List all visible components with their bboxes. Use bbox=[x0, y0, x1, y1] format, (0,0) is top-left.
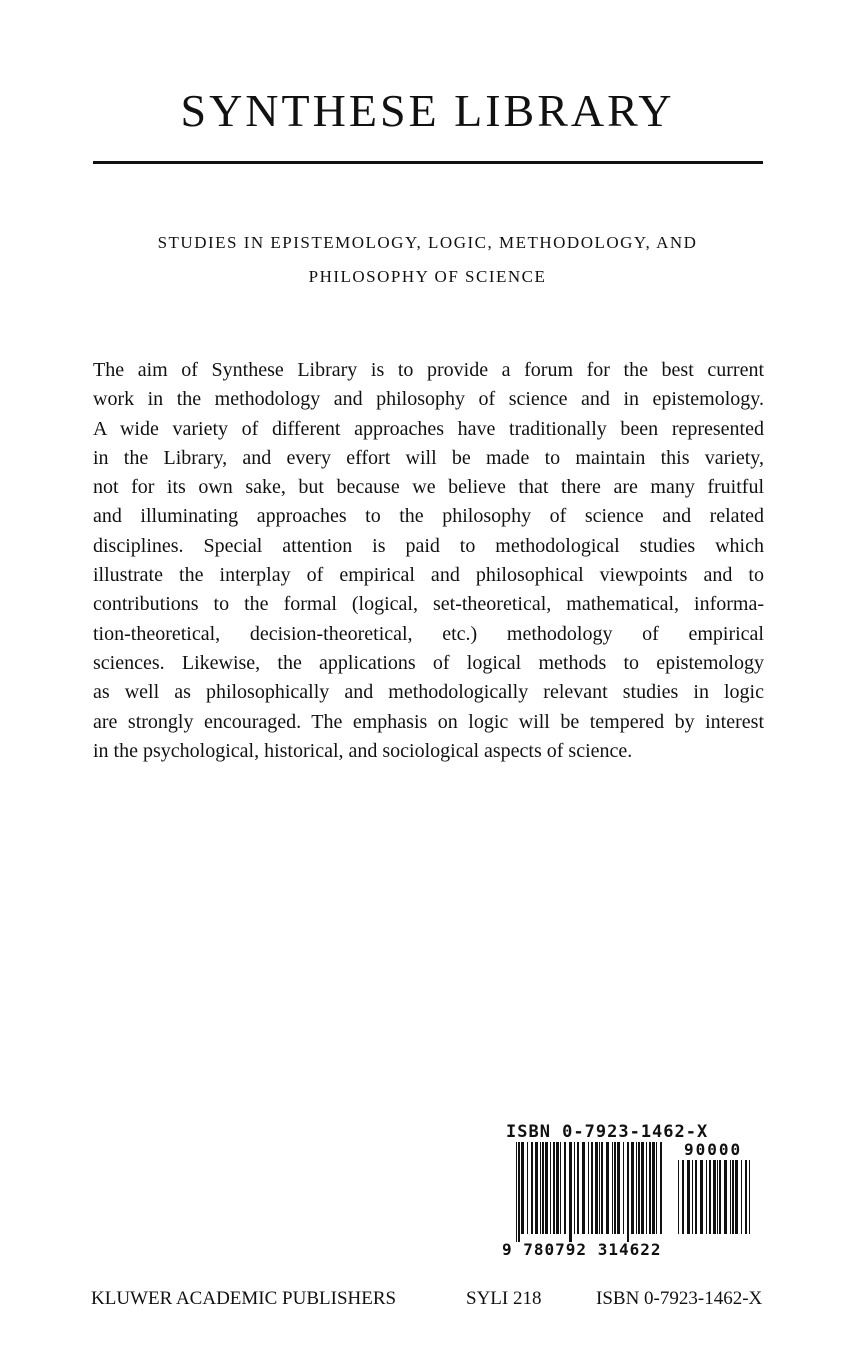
barcode-bar bbox=[656, 1142, 657, 1234]
aim-line: contributions to the formal (logical, set-theoretical, mathematical, informa- bbox=[93, 593, 764, 616]
barcode-bar bbox=[713, 1160, 716, 1234]
subtitle-line-1: STUDIES IN EPISTEMOLOGY, LOGIC, METHODOLOGY, AND bbox=[157, 233, 698, 252]
barcode-bar bbox=[516, 1142, 517, 1242]
aim-line: work in the methodology and philosophy of science and in epistemology. bbox=[93, 388, 764, 411]
barcode-bar bbox=[601, 1142, 603, 1234]
barcode-bar bbox=[582, 1142, 585, 1234]
footer-isbn: ISBN 0-7923-1462-X bbox=[596, 1288, 763, 1309]
barcode-bar bbox=[564, 1142, 566, 1234]
barcode-bar bbox=[646, 1142, 647, 1234]
barcode-bar bbox=[706, 1160, 707, 1234]
series-subtitle bbox=[0, 226, 855, 294]
publisher-name: KLUWER ACADEMIC PUBLISHERS bbox=[91, 1288, 397, 1309]
barcode-bar bbox=[542, 1142, 544, 1234]
aim-line: in the Library, and every effort will be made to maintain this variety, bbox=[93, 446, 764, 469]
series-number: SYLI 218 bbox=[466, 1288, 542, 1309]
barcode-bar bbox=[531, 1142, 533, 1234]
aim-line: are strongly encouraged. The emphasis on logic will be tempered by interest bbox=[93, 710, 764, 733]
barcode-bar bbox=[606, 1142, 609, 1234]
barcode-bar bbox=[599, 1142, 600, 1234]
subtitle-line-2: PHILOSOPHY OF SCIENCE bbox=[308, 267, 547, 286]
addon-barcode-bars bbox=[678, 1160, 750, 1242]
barcode-addon-digits: 90000 bbox=[684, 1140, 743, 1159]
aim-line: not for its own sake, but because we believe that there are many fruitful bbox=[93, 476, 764, 499]
barcode-bar bbox=[550, 1142, 551, 1234]
aim-line: disciplines. Special attention is paid to methodological studies which bbox=[93, 534, 764, 557]
isbn-barcode bbox=[502, 1122, 752, 1262]
barcode-bar bbox=[682, 1160, 684, 1234]
barcode-bar bbox=[692, 1160, 693, 1234]
barcode-bar bbox=[709, 1160, 711, 1234]
barcode-bar bbox=[595, 1142, 598, 1234]
barcode-bar bbox=[521, 1142, 524, 1234]
aim-line: tion-theoretical, decision-theoretical, etc.) methodology of empirical bbox=[93, 622, 764, 645]
aim-line: and illuminating approaches to the philosophy of science and related bbox=[93, 505, 764, 528]
barcode-bar bbox=[574, 1142, 575, 1234]
barcode-bar bbox=[540, 1142, 541, 1234]
barcode-bar bbox=[623, 1142, 624, 1234]
barcode-bar bbox=[560, 1142, 561, 1234]
barcode-bar bbox=[612, 1142, 613, 1234]
ean-barcode-bars bbox=[516, 1142, 664, 1242]
barcode-bar bbox=[700, 1160, 703, 1234]
barcode-bar bbox=[717, 1160, 718, 1234]
barcode-bar bbox=[577, 1142, 579, 1234]
aim-line: in the psychological, historical, and sociological aspects of science. bbox=[93, 739, 633, 762]
barcode-bar bbox=[641, 1142, 644, 1234]
aim-line: as well as philosophically and methodologically relevant studies in logic bbox=[93, 681, 764, 704]
aim-line: sciences. Likewise, the applications of logical methods to epistemology bbox=[93, 651, 764, 674]
barcode-bar bbox=[730, 1160, 731, 1234]
barcode-bar bbox=[652, 1142, 655, 1234]
barcode-bar bbox=[732, 1160, 734, 1234]
barcode-bar bbox=[724, 1160, 727, 1234]
barcode-bar bbox=[638, 1142, 640, 1234]
barcode-bar bbox=[614, 1142, 616, 1234]
barcode-bar bbox=[745, 1160, 747, 1234]
barcode-bar bbox=[678, 1160, 679, 1234]
barcode-bar bbox=[660, 1142, 662, 1234]
barcode-bar bbox=[741, 1160, 742, 1234]
barcode-bar bbox=[627, 1142, 629, 1242]
barcode-bar bbox=[527, 1142, 528, 1234]
barcode-bar bbox=[591, 1142, 593, 1234]
aim-line: A wide variety of different approaches have traditionally been represented bbox=[93, 417, 764, 440]
barcode-bar bbox=[735, 1160, 738, 1234]
barcode-bar bbox=[695, 1160, 697, 1234]
barcode-bar bbox=[588, 1142, 589, 1234]
barcode-bar bbox=[535, 1142, 538, 1234]
barcode-bar bbox=[649, 1142, 651, 1234]
barcode-bar bbox=[545, 1142, 548, 1234]
barcode-bar bbox=[553, 1142, 555, 1234]
barcode-ean-digits: 9 780792 314622 bbox=[502, 1240, 662, 1259]
barcode-bar bbox=[556, 1142, 559, 1234]
aim-line: The aim of Synthese Library is to provide a forum for the best current bbox=[93, 359, 764, 381]
barcode-bar bbox=[617, 1142, 620, 1234]
series-title: SYNTHESE LIBRARY bbox=[180, 85, 675, 136]
aim-line: illustrate the interplay of empirical and philosophical viewpoints and to bbox=[93, 564, 764, 587]
title-rule bbox=[93, 161, 763, 164]
barcode-isbn-label: ISBN 0-7923-1462-X bbox=[506, 1122, 709, 1142]
barcode-bar bbox=[569, 1142, 572, 1242]
barcode-bar bbox=[631, 1142, 634, 1234]
barcode-bar bbox=[749, 1160, 750, 1234]
barcode-bar bbox=[719, 1160, 721, 1234]
series-aim-paragraph bbox=[93, 356, 764, 766]
barcode-bar bbox=[518, 1142, 520, 1242]
barcode-bar bbox=[636, 1142, 637, 1234]
barcode-bar bbox=[687, 1160, 690, 1234]
